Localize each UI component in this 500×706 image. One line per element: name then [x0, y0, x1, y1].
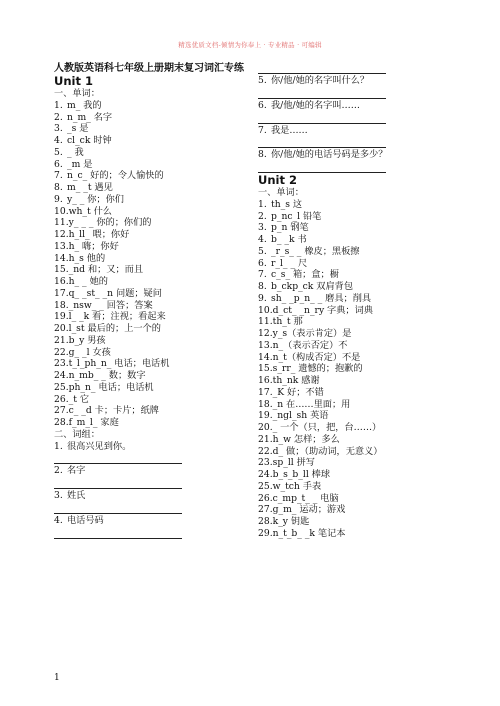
item-text: 你/他/她的电话号码是多少？: [271, 149, 388, 161]
item-text: _ 一个（只，把，台……）: [272, 422, 382, 433]
item-text: h_ _ 她的: [68, 276, 108, 287]
item-number: 6.: [258, 257, 267, 269]
answer-line: [258, 161, 386, 173]
vocab-item: [54, 405, 244, 417]
item-text: _ngl_sh 英语: [272, 410, 329, 422]
item-text: s_rr_ 遗憾的；抱歉的: [272, 363, 363, 375]
item-text: n_t（构成否定）不是: [272, 351, 361, 363]
item-text: k_y 钥匙: [272, 516, 310, 527]
item-text: th_s 这: [271, 198, 303, 210]
item-number: 2.: [54, 465, 63, 477]
item-number: 6.: [54, 158, 63, 170]
item-number: 1.: [54, 99, 63, 111]
item-text: _t 它: [68, 393, 90, 405]
item-number: 12.: [54, 229, 69, 240]
item-number: 5.: [258, 75, 267, 86]
item-number: 7.: [54, 170, 63, 182]
item-number: 16.: [54, 276, 69, 287]
item-text: y_s（表示肯定）是: [272, 328, 352, 339]
answer-line: [258, 136, 386, 148]
phrase-item: [54, 441, 244, 453]
vocab-item: [54, 229, 244, 241]
item-number: 27.: [54, 405, 69, 417]
item-number: 15.: [54, 264, 69, 276]
item-number: 8.: [54, 182, 63, 193]
unit1-vocab-list: [54, 100, 244, 429]
item-text: _K 好；不错: [272, 386, 324, 398]
vocab-item: [258, 528, 458, 540]
unit1-phrase-heading: 二、词组：: [54, 428, 100, 440]
item-text: b_y 男孩: [68, 334, 106, 346]
vocab-item: [258, 234, 458, 246]
item-number: 21.: [258, 433, 273, 445]
item-text: g_m_ 运动；游戏: [272, 504, 346, 516]
item-number: 13.: [54, 240, 69, 252]
phrase-item: [258, 100, 458, 112]
vocab-item: [54, 347, 244, 359]
item-text: th_t 那: [272, 316, 303, 328]
vocab-item: [258, 199, 458, 211]
vocab-item: [258, 469, 458, 481]
item-number: 4.: [54, 135, 63, 146]
vocab-item: [54, 253, 244, 265]
item-text: b_ _k 书: [271, 234, 307, 245]
item-number: 24.: [258, 469, 273, 480]
item-text: wh_t 什么: [68, 205, 112, 217]
vocab-item: [54, 206, 244, 218]
item-text: 电话号码: [67, 514, 104, 526]
item-text: n_（表示否定）不: [272, 339, 348, 351]
vocab-item: [54, 335, 244, 347]
phrase-item: [54, 490, 244, 502]
vocab-item: [258, 352, 458, 364]
item-number: 2.: [258, 210, 267, 222]
item-number: 6.: [258, 99, 267, 111]
item-text: 你/他/她的名字叫什么？: [271, 75, 370, 86]
item-text: b_ckp_ck 双肩背包: [271, 281, 354, 292]
vocab-item: [54, 170, 244, 182]
item-number: 3.: [54, 123, 63, 135]
vocab-item: [54, 370, 244, 382]
vocab-item: [54, 264, 244, 276]
item-text: p_n 钢笔: [271, 222, 309, 234]
item-text: th_nk 感谢: [272, 375, 320, 386]
vocab-item: [258, 340, 458, 352]
item-text: 姓氏: [67, 490, 86, 501]
vocab-item: [54, 394, 244, 406]
vocab-item: [258, 422, 458, 434]
answer-line: [258, 62, 386, 74]
item-number: 5.: [258, 245, 267, 257]
vocab-item: [54, 147, 244, 159]
vocab-item: [54, 194, 244, 206]
item-number: 9.: [54, 193, 63, 205]
item-number: 21.: [54, 334, 69, 346]
vocab-item: [258, 269, 458, 281]
vocab-item: [258, 222, 458, 234]
item-text: h_w 怎样；多么: [272, 433, 340, 445]
vocab-item: [258, 410, 458, 422]
item-number: 28.: [54, 417, 69, 428]
unit2-heading: Unit 2: [258, 173, 297, 187]
item-number: 19.: [258, 410, 273, 422]
item-number: 1.: [54, 440, 63, 452]
item-number: 11.: [258, 316, 273, 328]
item-text: w_tch 手表: [272, 480, 322, 492]
item-text: y_ _ _ 你的；你们的: [68, 217, 152, 229]
item-text: f_m_l_ 家庭: [68, 417, 119, 428]
vocab-item: [54, 323, 244, 335]
document-title: 人教版英语科七年级上册期末复习词汇专练: [54, 63, 244, 74]
item-text: sp_ll 拼写: [272, 457, 315, 469]
item-number: 7.: [258, 269, 267, 281]
item-text: m_ 我的: [67, 99, 102, 111]
item-number: 17.: [54, 287, 69, 299]
item-text: c_ _d 卡；卡片；纸牌: [68, 405, 159, 417]
vocab-item: [54, 300, 244, 312]
answer-line: [258, 87, 386, 99]
vocab-item: [258, 305, 458, 317]
vocab-item: [258, 363, 458, 375]
unit1-heading: Unit 1: [54, 74, 93, 88]
item-text: c_s_ 箱；盒；橱: [271, 269, 339, 281]
item-number: 20.: [258, 422, 273, 433]
item-text: l_st 最后的；上一个的: [68, 323, 161, 334]
item-text: p_nc_l 铅笔: [271, 210, 322, 222]
item-text: n_mb_ _ 数；数字: [68, 370, 146, 381]
vocab-item: [258, 504, 458, 516]
item-number: 3.: [54, 490, 63, 501]
unit1-phrase-list-left: [54, 441, 244, 539]
vocab-item: [258, 375, 458, 387]
item-number: 17.: [258, 386, 273, 398]
item-text: _r_s_ _ 橡皮；黑板擦: [271, 245, 360, 257]
answer-line: [54, 452, 182, 464]
vocab-item: [258, 293, 458, 305]
item-text: r_l_ _ 尺: [271, 257, 308, 269]
vocab-item: [258, 481, 458, 493]
item-number: 12.: [258, 328, 273, 339]
item-text: sh_ _p_n_ _ 磨具；削具: [271, 292, 372, 304]
vocab-item: [258, 258, 458, 270]
vocab-item: [54, 382, 244, 394]
answer-line: [54, 477, 182, 489]
vocab-item: [258, 328, 458, 340]
left-column: [54, 62, 244, 540]
item-text: l_ _k 看；注视；看起来: [68, 311, 166, 323]
right-column: [258, 62, 458, 540]
item-text: _n 在……里面；用: [272, 398, 351, 410]
item-number: 23.: [258, 457, 273, 469]
vocab-item: [258, 246, 458, 258]
item-number: 10.: [258, 304, 273, 316]
vocab-item: [54, 276, 244, 288]
item-text: h_ll_ 喂；你好: [68, 229, 130, 240]
item-number: 14.: [54, 252, 69, 264]
vocab-item: [258, 434, 458, 446]
vocab-item: [54, 123, 244, 135]
item-number: 11.: [54, 217, 69, 229]
item-number: 10.: [54, 205, 69, 217]
vocab-item: [258, 387, 458, 399]
item-text: t_l_ph_n_ 电话；电话机: [68, 358, 170, 370]
item-text: 我/他/她的名字叫……: [271, 99, 360, 111]
item-text: 很高兴见到你。: [67, 440, 132, 452]
item-number: 29.: [258, 527, 273, 539]
item-text: 我是……: [271, 124, 308, 136]
vocab-item: [54, 288, 244, 300]
item-number: 4.: [258, 234, 267, 245]
item-number: 25.: [258, 480, 273, 492]
vocab-item: [54, 159, 244, 171]
item-number: 14.: [258, 351, 273, 363]
vocab-item: [258, 457, 458, 469]
item-number: 23.: [54, 358, 69, 370]
item-number: 25.: [54, 381, 69, 393]
vocab-item: [54, 417, 244, 429]
item-text: n_m_ 名字: [67, 111, 113, 123]
vocab-item: [54, 311, 244, 323]
item-text: h_ 嗨；你好: [68, 240, 119, 252]
phrase-item: [54, 515, 244, 527]
item-number: 7.: [258, 124, 267, 136]
item-text: _nd 和；又；而且: [68, 264, 144, 276]
vocab-item: [54, 358, 244, 370]
item-number: 28.: [258, 516, 273, 527]
item-text: b_s_b_ll 棒球: [272, 469, 331, 480]
vocab-item: [258, 281, 458, 293]
item-number: 27.: [258, 504, 273, 516]
item-text: 名字: [67, 465, 86, 477]
unit1-vocab-heading: 一、单词：: [54, 88, 100, 99]
unit2-vocab-heading: 一、单词：: [258, 187, 304, 198]
item-number: 16.: [258, 375, 273, 386]
vocab-item: [258, 316, 458, 328]
page-number: 1: [54, 673, 60, 683]
item-text: ph_n_ 电话；电话机: [68, 381, 154, 393]
item-number: 9.: [258, 292, 267, 304]
item-text: _m 是: [67, 158, 93, 170]
item-text: n_c_ 好的；令人愉快的: [67, 170, 164, 182]
vocab-item: [54, 112, 244, 124]
item-number: 2.: [54, 111, 63, 123]
watermark-text: 精选优质文档-倾情为你奉上 · 专业精品 · 可编辑: [178, 41, 322, 49]
item-text: y_ _ 你；你们: [67, 193, 124, 205]
phrase-item: [258, 125, 458, 137]
item-text: q_ _st_ _n 问题；疑问: [68, 287, 162, 299]
item-text: h_s 他的: [68, 252, 106, 264]
vocab-item: [54, 100, 244, 112]
item-text: c_mp_t_ _ 电脑: [272, 492, 339, 504]
item-number: 1.: [258, 198, 267, 210]
item-text: d_ct_ _n_ry 字典；词典: [272, 304, 373, 316]
vocab-item: [258, 399, 458, 411]
item-text: g_ _l 女孩: [68, 346, 111, 358]
unit2-vocab-list: [258, 199, 458, 540]
item-number: 8.: [258, 281, 267, 292]
item-number: 8.: [258, 149, 267, 161]
answer-line: [54, 527, 182, 539]
answer-line: [54, 502, 182, 514]
phrase-item: [258, 75, 458, 87]
vocab-item: [54, 241, 244, 253]
item-number: 5.: [54, 146, 63, 158]
unit1-phrase-list-right: [258, 62, 458, 173]
vocab-item: [54, 182, 244, 194]
item-number: 15.: [258, 363, 273, 375]
item-text: _s 是: [67, 123, 89, 135]
item-text: cl_ck 时钟: [67, 135, 112, 146]
vocab-item: [258, 493, 458, 505]
answer-line: [258, 112, 386, 124]
item-text: _nsw_ _ 回答；答案: [68, 299, 153, 311]
phrase-item: [258, 149, 458, 161]
item-number: 19.: [54, 311, 69, 323]
item-text: _ 我: [67, 146, 84, 158]
item-text: n_t_b_ _k 笔记本: [272, 527, 346, 539]
vocab-item: [54, 135, 244, 147]
item-number: 24.: [54, 370, 69, 381]
vocab-item: [54, 217, 244, 229]
item-number: 13.: [258, 339, 273, 351]
item-number: 22.: [54, 346, 69, 358]
item-number: 18.: [54, 299, 69, 311]
vocab-item: [258, 516, 458, 528]
item-number: 4.: [54, 514, 63, 526]
item-number: 26.: [54, 393, 69, 405]
phrase-item: [54, 465, 244, 477]
item-number: 18.: [258, 398, 273, 410]
vocab-item: [258, 211, 458, 223]
item-number: 3.: [258, 222, 267, 234]
item-number: 20.: [54, 323, 69, 334]
vocab-item: [258, 446, 458, 458]
item-text: d_ 做；（助动词，无意义）: [272, 445, 383, 457]
item-number: 26.: [258, 492, 273, 504]
item-text: m_ _t 遇见: [67, 182, 113, 193]
item-number: 22.: [258, 445, 273, 457]
